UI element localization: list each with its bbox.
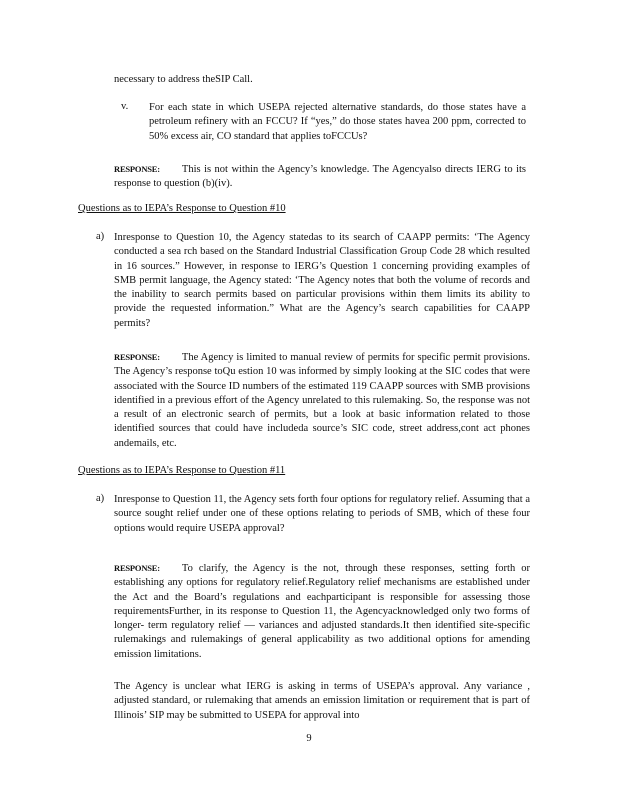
- continuation-text: necessary to address theSIP Call.: [114, 74, 253, 85]
- response-label: RESPONSE:: [114, 352, 160, 362]
- section-10-item-a-marker: a): [96, 231, 105, 242]
- item-v-text: For each state in which USEPA rejected alternative standards, do those states have a petroleum refinery with an FCCU? If “yes,” do those states havea 200 ppm, corrected to 50% excess air, CO standard that applies toFCCUs?: [149, 102, 526, 142]
- response-label: RESPONSE:: [114, 164, 160, 174]
- section-10-response: [114, 350, 530, 451]
- section-11-response: [114, 561, 530, 662]
- section-11-followup: The Agency is unclear what IERG is asking in terms of USEPA’s approval. Any variance , adjusted standard, or rulemaking that amends an emission limitation or requirement that is part of Illinois’ SIP may be submitted to USEPA for approval into: [114, 681, 530, 721]
- section-10-response-text: The Agency is limited to manual review of permits for specific permit provisions. The Agency’s response toQu estion 10 was informed by simply looking at the SIC codes that were associated with the Source ID numbers of the estimated 119 CAAPP sources with SMB provisions identified in a previous effort of the Agency unrelated to this rulemaking. So, the response was not a result of an electronic search of permits, but a look at basic information related to those identified sources that could have includeda source’s SIC code, street address,cont act phones andemails, etc.: [114, 352, 530, 449]
- item-v-marker: v.: [121, 101, 129, 112]
- response-v: [114, 162, 526, 192]
- section-11-heading: Questions as to IEPA’s Response to Question #11: [78, 465, 286, 476]
- response-v-text: This is not within the Agency’s knowledge. The Agencyalso directs IERG to its response to question (b)(iv).: [114, 164, 526, 190]
- section-11-response-text: To clarify, the Agency is the not, through these responses, setting forth or establishing any options for regulatory relief.Regulatory relief mechanisms are established under the Act and the Board’s regulations and eachparticipant is responsible for assessing those requirementsFurther, in its response to Question 11, the Agencyacknowledged only two forms of longer- term regulatory relief — variances and adjusted standards.It then identified site-specific rulemakings and rulemakings of general applicability as two additional options for amending emission limitations.: [114, 563, 530, 660]
- response-label: RESPONSE:: [114, 563, 160, 573]
- page-number: 9: [306, 733, 312, 744]
- section-10-item-a-text: Inresponse to Question 10, the Agency statedas to its search of CAAPP permits: ‘The Agency conducted a sea rch based on the Standard Industrial Classification Group Code 28 which resulted in 16 sources.” However, in response to IERG’s Question 1 concerning providing examples of SMB permit language, the Agency stated: ‘The Agency notes that both the volume of records and the inability to search permits based on particular provisions within them limits its ability to provide the requested information.” What are the Agency’s search capabilities for CAAPP permits?: [114, 232, 530, 329]
- section-10-heading: Questions as to IEPA’s Response to Question #10: [78, 203, 286, 214]
- section-11-item-a-marker: a): [96, 493, 105, 504]
- section-11-item-a-text: Inresponse to Question 11, the Agency sets forth four options for regulatory relief. Assuming that a source sought relief under one of these options relating to periods of SMB, which of these four options would require USEPA approval?: [114, 494, 530, 534]
